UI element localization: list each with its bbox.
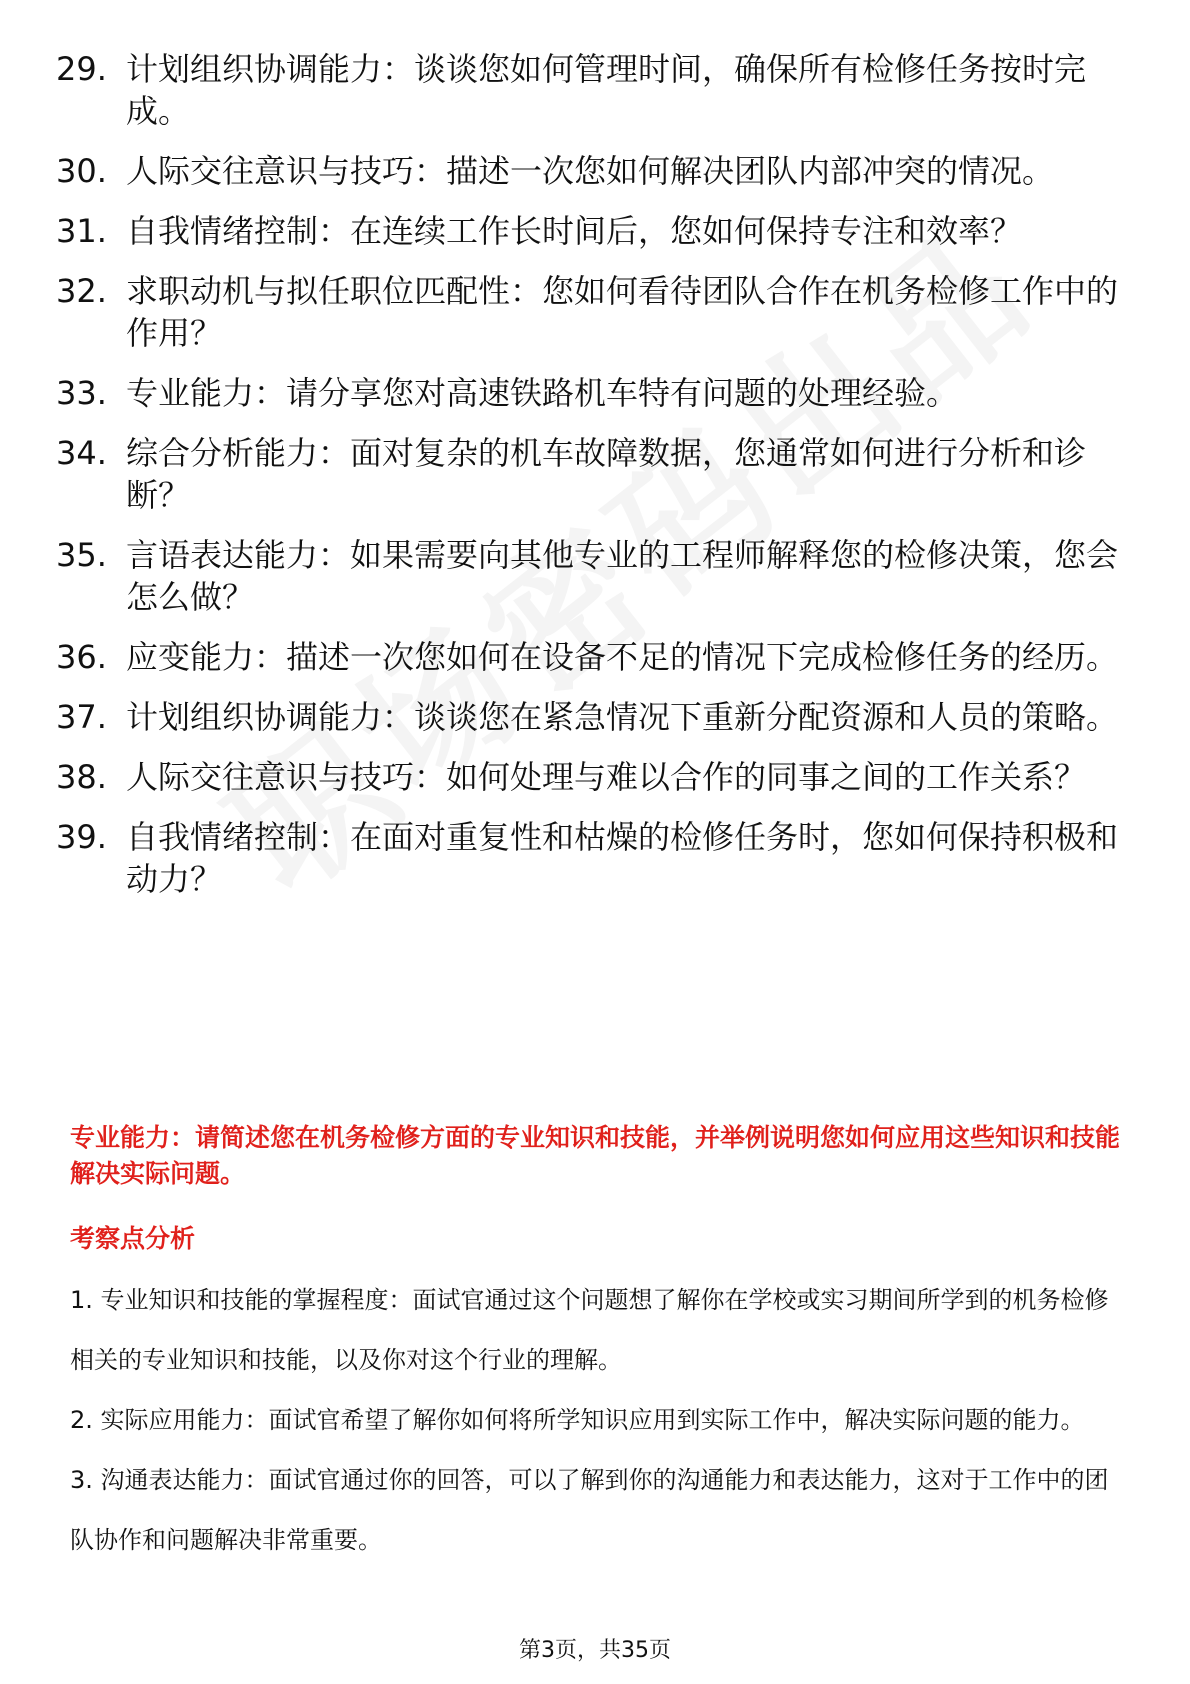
list-item	[56, 432, 1146, 516]
question-number: 37.	[56, 698, 107, 736]
question-text: 计划组织协调能力：谈谈您在紧急情况下重新分配资源和人员的策略。	[126, 698, 1119, 736]
analysis-heading: 考察点分析	[70, 1224, 196, 1253]
analysis-list	[70, 1270, 1130, 1570]
question-text: 自我情绪控制：在连续工作长时间后，您如何保持专注和效率？	[126, 212, 1023, 250]
question-number: 31.	[56, 212, 107, 250]
question-list	[56, 48, 1146, 918]
question-text: 求职动机与拟任职位匹配性：您如何看待团队合作在机务检修工作中的作用？	[126, 272, 1119, 352]
list-item	[56, 48, 1146, 132]
question-text: 综合分析能力：面对复杂的机车故障数据，您通常如何进行分析和诊断？	[126, 434, 1087, 514]
highlighted-question: 专业能力：请简述您在机务检修方面的专业知识和技能，并举例说明您如何应用这些知识和技能解决实际问题。	[70, 1123, 1121, 1188]
page-number: 第3页，共35页	[519, 1638, 671, 1663]
list-item	[56, 636, 1146, 678]
list-item	[56, 270, 1146, 354]
question-number: 32.	[56, 272, 107, 310]
question-number: 29.	[56, 50, 107, 88]
question-text: 人际交往意识与技巧：如何处理与难以合作的同事之间的工作关系？	[126, 758, 1087, 796]
question-text: 人际交往意识与技巧：描述一次您如何解决团队内部冲突的情况。	[126, 152, 1055, 190]
question-text: 自我情绪控制：在面对重复性和枯燥的检修任务时，您如何保持积极和动力？	[126, 818, 1119, 898]
list-item	[56, 150, 1146, 192]
question-number: 30.	[56, 152, 107, 190]
list-item	[56, 372, 1146, 414]
analysis-item: 1. 专业知识和技能的掌握程度：面试官通过这个问题想了解你在学校或实习期间所学到的机务检修相关的专业知识和技能，以及你对这个行业的理解。	[70, 1286, 1109, 1374]
question-text: 专业能力：请分享您对高速铁路机车特有问题的处理经验。	[126, 374, 959, 412]
question-number: 35.	[56, 536, 107, 574]
question-text: 计划组织协调能力：谈谈您如何管理时间，确保所有检修任务按时完成。	[126, 50, 1087, 130]
question-number: 34.	[56, 434, 107, 472]
list-item	[56, 210, 1146, 252]
analysis-item: 3. 沟通表达能力：面试官通过你的回答，可以了解到你的沟通能力和表达能力，这对于工作中的团队协作和问题解决非常重要。	[70, 1466, 1109, 1554]
question-text: 应变能力：描述一次您如何在设备不足的情况下完成检修任务的经历。	[126, 638, 1119, 676]
list-item	[56, 534, 1146, 618]
question-number: 39.	[56, 818, 107, 856]
list-item	[56, 696, 1146, 738]
list-item	[56, 756, 1146, 798]
question-number: 38.	[56, 758, 107, 796]
analysis-item: 2. 实际应用能力：面试官希望了解你如何将所学知识应用到实际工作中，解决实际问题的能力。	[70, 1406, 1085, 1434]
question-text: 言语表达能力：如果需要向其他专业的工程师解释您的检修决策，您会怎么做？	[126, 536, 1119, 616]
list-item	[56, 816, 1146, 900]
question-number: 33.	[56, 374, 107, 412]
question-number: 36.	[56, 638, 107, 676]
